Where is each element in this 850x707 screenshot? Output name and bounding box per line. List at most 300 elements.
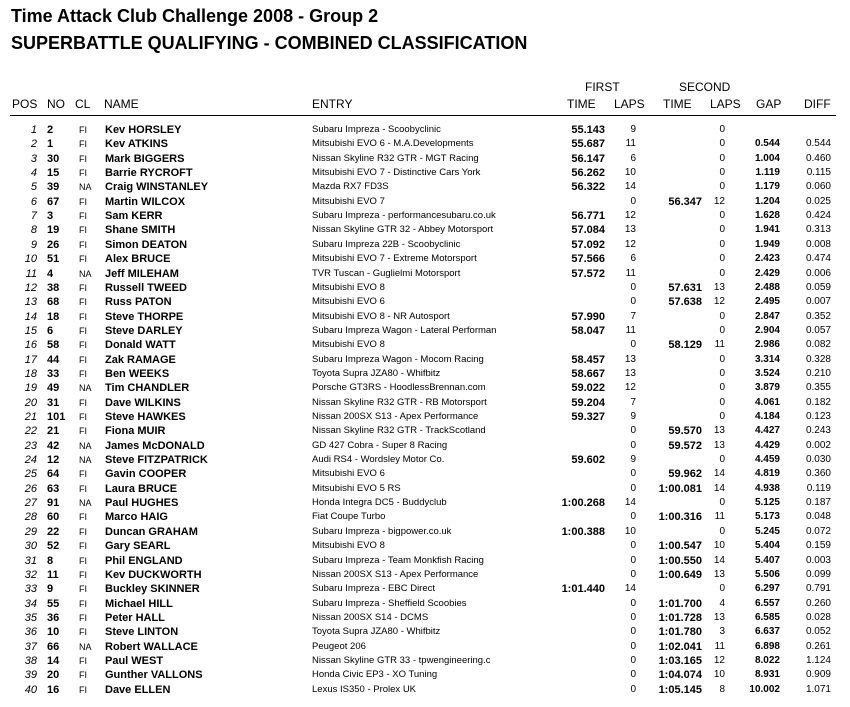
cell-gap: 6.557 <box>754 597 780 609</box>
cell-time1: 56.771 <box>571 210 605 223</box>
cell-gap: 4.184 <box>754 411 780 422</box>
cell-time2: 1:03.165 <box>658 654 702 667</box>
cell-laps1: 0 <box>630 339 636 351</box>
cell-laps1: 12 <box>624 210 636 222</box>
cell-pos: 29 <box>24 525 37 538</box>
cell-diff: 0.006 <box>805 267 831 279</box>
cell-no: 101 <box>47 411 66 423</box>
table-row <box>0 381 850 395</box>
cell-no: 60 <box>47 511 60 524</box>
cell-time1: 57.084 <box>571 224 605 237</box>
cell-no: 91 <box>47 497 60 510</box>
cell-gap: 4.459 <box>754 454 780 466</box>
cell-cl: FI <box>79 526 87 537</box>
cell-pos: 26 <box>24 482 37 495</box>
cell-gap: 8.931 <box>754 669 780 681</box>
table-row <box>0 396 850 410</box>
cell-laps1: 11 <box>625 138 636 150</box>
cell-gap: 8.022 <box>754 654 780 666</box>
cell-laps2: 0 <box>719 382 725 394</box>
cell-laps2: 8 <box>719 683 725 695</box>
cell-name: Kev DUCKWORTH <box>105 568 202 581</box>
cell-laps1: 0 <box>630 468 636 480</box>
table-row <box>0 180 850 194</box>
cell-gap: 5.173 <box>754 511 780 523</box>
cell-gap: 5.506 <box>754 568 780 580</box>
table-row <box>0 482 850 496</box>
cell-time1: 1:01.440 <box>561 583 605 596</box>
cell-pos: 35 <box>24 611 37 624</box>
table-row <box>0 209 850 223</box>
cell-entry: Toyota Supra JZA80 - Whifbitz <box>312 626 441 638</box>
cell-pos: 38 <box>24 654 37 667</box>
cell-entry: Mitsubishi EVO 5 RS <box>312 482 401 494</box>
cell-entry: Lexus IS350 - Prolex UK <box>312 683 417 695</box>
cell-no: 9 <box>47 583 54 596</box>
cell-cl: FI <box>79 297 87 308</box>
cell-name: Tim CHANDLER <box>105 382 190 395</box>
cell-no: 31 <box>47 396 60 409</box>
cell-laps2: 0 <box>719 253 725 265</box>
cell-entry: Nissan 200SX S13 - Apex Performance <box>312 411 479 422</box>
cell-laps1: 9 <box>630 454 636 466</box>
cell-entry: Mitsubishi EVO 6 <box>312 468 385 480</box>
cell-pos: 37 <box>24 640 37 653</box>
cell-laps1: 6 <box>630 253 636 265</box>
cell-time1: 57.092 <box>571 238 605 251</box>
cell-no: 67 <box>47 195 60 208</box>
cell-laps2: 0 <box>719 411 725 422</box>
cell-gap: 1.179 <box>754 181 780 193</box>
cell-diff: 0.123 <box>805 411 831 422</box>
cell-laps2: 4 <box>719 597 725 609</box>
cell-laps2: 12 <box>713 296 725 308</box>
cell-cl: FI <box>79 168 87 179</box>
cell-time2: 1:05.145 <box>658 683 702 696</box>
cell-gap: 1.941 <box>754 224 780 236</box>
cell-name: Steve LINTON <box>105 626 179 639</box>
cell-entry: Subaru Impreza Wagon - Lateral Performan <box>312 324 497 336</box>
cell-no: 26 <box>47 238 60 251</box>
cell-name: Barrie RYCROFT <box>105 167 193 180</box>
cell-cl: NA <box>79 182 92 193</box>
cell-entry: Audi RS4 - Wordsley Motor Co. <box>312 454 445 466</box>
cell-laps1: 0 <box>630 540 636 552</box>
cell-time2: 1:04.074 <box>658 669 702 682</box>
cell-laps2: 13 <box>713 281 725 293</box>
table-row <box>0 525 850 539</box>
cell-laps1: 9 <box>630 124 636 135</box>
cell-laps1: 13 <box>624 353 636 365</box>
cell-cl: FI <box>79 670 87 681</box>
cell-entry: Mitsubishi EVO 7 <box>312 195 385 207</box>
table-row <box>0 338 850 352</box>
cell-entry: Fiat Coupe Turbo <box>312 511 386 523</box>
cell-diff: 0.115 <box>806 167 831 179</box>
cell-entry: Nissan 200SX S13 - Apex Performance <box>312 568 479 580</box>
cell-diff: 0.099 <box>805 568 831 580</box>
cell-cl: NA <box>79 440 92 451</box>
cell-laps1: 7 <box>630 396 636 408</box>
cell-pos: 11 <box>25 267 37 280</box>
cell-gap: 2.847 <box>754 310 780 322</box>
cell-entry: Subaru Impreza Wagon - Mocom Racing <box>312 353 484 365</box>
cell-pos: 32 <box>24 568 37 581</box>
cell-laps1: 0 <box>630 296 636 308</box>
table-row <box>0 223 850 237</box>
cell-no: 14 <box>47 654 60 667</box>
cell-pos: 2 <box>30 138 37 151</box>
cell-no: 42 <box>47 439 60 452</box>
cell-pos: 17 <box>24 353 37 366</box>
cell-laps2: 11 <box>714 339 725 351</box>
cell-cl: FI <box>79 612 87 623</box>
cell-cl: FI <box>79 125 87 135</box>
cell-no: 10 <box>47 626 60 639</box>
cell-time1: 57.572 <box>571 267 605 280</box>
cell-cl: FI <box>79 139 87 150</box>
cell-gap: 5.407 <box>754 554 780 566</box>
cell-diff: 0.313 <box>805 224 831 236</box>
cell-entry: Subaru Impreza - Scoobyclinic <box>312 124 441 135</box>
cell-time2: 57.631 <box>668 281 702 294</box>
cell-pos: 25 <box>24 468 37 481</box>
cell-entry: Honda Integra DC5 - Buddyclub <box>312 497 447 509</box>
cell-pos: 18 <box>24 367 37 380</box>
cell-laps2: 10 <box>713 669 725 681</box>
cell-pos: 34 <box>24 597 37 610</box>
page-title: Time Attack Club Challenge 2008 - Group 2 <box>11 6 379 26</box>
col-header-pos: POS <box>12 97 38 111</box>
cell-time2: 1:00.649 <box>658 568 702 581</box>
cell-laps1: 0 <box>630 482 636 494</box>
cell-name: Steve HAWKES <box>105 411 186 423</box>
cell-name: Mark BIGGERS <box>105 152 185 165</box>
table-row <box>0 510 850 524</box>
cell-name: Martin WILCOX <box>105 195 186 208</box>
cell-diff: 0.791 <box>805 583 831 595</box>
cell-name: Steve DARLEY <box>105 324 183 337</box>
cell-pos: 9 <box>30 238 37 251</box>
cell-entry: Nissan Skyline R32 GTR - MGT Racing <box>312 152 479 164</box>
cell-entry: Mitsubishi EVO 8 - NR Autosport <box>312 310 450 322</box>
cell-laps1: 0 <box>630 611 636 623</box>
cell-no: 38 <box>47 281 60 294</box>
cell-gap: 2.904 <box>754 324 780 336</box>
group-header-first: FIRST <box>585 80 620 94</box>
cell-no: 44 <box>47 353 60 366</box>
cell-laps1: 0 <box>630 425 636 437</box>
cell-no: 2 <box>47 124 54 136</box>
table-row <box>0 324 850 338</box>
table-row <box>0 424 850 438</box>
cell-time1: 56.147 <box>571 152 605 165</box>
cell-cl: FI <box>79 153 87 164</box>
table-row <box>0 281 850 295</box>
cell-gap: 4.819 <box>754 468 780 480</box>
cell-no: 33 <box>47 367 60 380</box>
table-row <box>0 582 850 596</box>
cell-name: Laura BRUCE <box>105 482 178 495</box>
cell-gap: 4.429 <box>754 439 780 451</box>
table-row <box>0 625 850 639</box>
cell-entry: Subaru Impreza - EBC Direct <box>312 583 436 595</box>
cell-entry: Subaru Impreza 22B - Scoobyclinic <box>312 238 461 250</box>
cell-diff: 0.007 <box>805 296 831 308</box>
cell-pos: 20 <box>24 396 37 409</box>
cell-laps2: 0 <box>719 583 725 595</box>
cell-name: Alex BRUCE <box>105 253 171 266</box>
cell-laps2: 13 <box>713 425 725 437</box>
cell-name: Paul WEST <box>105 654 164 667</box>
cell-no: 1 <box>47 138 54 151</box>
cell-laps1: 6 <box>630 152 636 164</box>
page-subtitle: SUPERBATTLE QUALIFYING - COMBINED CLASSIFICATION <box>11 33 528 53</box>
cell-cl: FI <box>79 627 87 638</box>
cell-laps2: 0 <box>719 353 725 365</box>
table-row <box>0 467 850 481</box>
cell-entry: Subaru Impreza - performancesubaru.co.uk <box>312 210 496 222</box>
cell-name: Peter HALL <box>105 611 165 624</box>
cell-cl: FI <box>79 555 87 566</box>
col-header-laps2: LAPS <box>710 97 741 111</box>
cell-cl: NA <box>79 268 92 279</box>
cell-pos: 10 <box>24 253 37 266</box>
cell-no: 11 <box>47 568 59 581</box>
table-row <box>0 597 850 611</box>
cell-laps1: 0 <box>630 281 636 293</box>
cell-diff: 0.182 <box>805 396 831 408</box>
cell-entry: Mazda RX7 FD3S <box>312 181 389 193</box>
cell-diff: 0.052 <box>805 626 831 638</box>
cell-name: Craig WINSTANLEY <box>105 181 209 194</box>
cell-cl: FI <box>79 584 87 595</box>
cell-entry: Mitsubishi EVO 7 - Extreme Motorsport <box>312 253 477 265</box>
cell-gap: 6.898 <box>754 640 780 652</box>
cell-gap: 4.061 <box>754 396 780 408</box>
cell-diff: 0.002 <box>805 439 831 451</box>
cell-no: 8 <box>47 554 54 567</box>
table-row <box>0 539 850 553</box>
cell-laps1: 0 <box>630 626 636 638</box>
cell-no: 55 <box>47 597 60 610</box>
cell-gap: 1.204 <box>754 195 780 207</box>
cell-laps1: 0 <box>630 683 636 695</box>
cell-name: Marco HAIG <box>105 511 168 524</box>
table-row <box>0 252 850 266</box>
cell-no: 4 <box>47 267 54 280</box>
cell-laps2: 0 <box>719 497 725 509</box>
cell-gap: 2.986 <box>754 339 780 351</box>
cell-cl: FI <box>79 655 87 666</box>
cell-laps2: 0 <box>719 367 725 379</box>
cell-diff: 0.355 <box>805 382 831 394</box>
cell-cl: FI <box>79 412 87 422</box>
table-row <box>0 367 850 381</box>
cell-laps2: 14 <box>713 468 725 480</box>
cell-diff: 0.057 <box>805 324 831 336</box>
cell-gap: 3.314 <box>754 353 780 365</box>
cell-diff: 0.003 <box>805 554 831 566</box>
cell-laps1: 12 <box>624 382 636 394</box>
cell-entry: Mitsubishi EVO 6 - M.A.Developments <box>312 138 474 150</box>
cell-time1: 57.566 <box>571 253 605 266</box>
cell-laps2: 14 <box>713 482 725 494</box>
cell-laps2: 0 <box>719 167 725 179</box>
cell-gap: 10.002 <box>749 683 780 695</box>
cell-diff: 0.210 <box>805 367 831 379</box>
cell-entry: Mitsubishi EVO 6 <box>312 296 385 308</box>
cell-gap: 4.427 <box>754 425 780 437</box>
cell-cl: FI <box>79 397 87 408</box>
group-header-second: SECOND <box>679 80 731 94</box>
cell-laps1: 0 <box>630 195 636 207</box>
cell-name: Shane SMITH <box>105 224 176 237</box>
cell-cl: NA <box>79 455 92 466</box>
cell-laps2: 0 <box>719 525 725 537</box>
cell-pos: 27 <box>24 497 37 510</box>
col-header-gap: GAP <box>756 97 782 111</box>
cell-time1: 56.262 <box>571 167 605 180</box>
cell-laps1: 13 <box>624 367 636 379</box>
cell-time1: 58.457 <box>571 353 605 366</box>
cell-gap: 6.585 <box>754 611 780 623</box>
cell-cl: FI <box>79 684 87 695</box>
cell-name: Russell TWEED <box>105 281 187 294</box>
cell-name: Ben WEEKS <box>105 367 170 380</box>
cell-cl: FI <box>79 598 87 609</box>
cell-name: Kev ATKINS <box>105 138 168 151</box>
cell-laps1: 11 <box>625 324 636 336</box>
cell-no: 52 <box>47 540 60 553</box>
cell-name: Gary SEARL <box>105 540 171 553</box>
cell-time2: 1:01.700 <box>658 597 702 610</box>
cell-laps2: 13 <box>713 568 725 580</box>
cell-no: 66 <box>47 640 60 653</box>
cell-no: 21 <box>47 425 60 438</box>
cell-time1: 59.022 <box>571 382 605 395</box>
cell-pos: 19 <box>24 382 37 395</box>
cell-entry: Mitsubishi EVO 8 <box>312 281 385 293</box>
cell-laps2: 10 <box>713 540 725 552</box>
cell-diff: 0.460 <box>805 152 831 164</box>
cell-entry: Toyota Supra JZA80 - Whifbitz <box>312 367 441 379</box>
cell-time1: 1:00.268 <box>561 497 605 510</box>
cell-gap: 2.488 <box>754 281 780 293</box>
col-header-cl: CL <box>75 97 91 111</box>
cell-diff: 0.243 <box>805 425 831 437</box>
cell-pos: 24 <box>24 454 37 467</box>
cell-gap: 1.119 <box>755 167 780 179</box>
cell-pos: 3 <box>30 152 37 165</box>
header-rule <box>10 115 836 116</box>
cell-no: 64 <box>47 468 60 481</box>
cell-gap: 3.879 <box>754 382 780 394</box>
cell-cl: FI <box>79 569 87 580</box>
cell-pos: 16 <box>24 339 37 352</box>
cell-no: 20 <box>47 669 60 682</box>
cell-entry: Nissan Skyline GTR 32 - Abbey Motorsport <box>312 224 494 236</box>
cell-laps2: 14 <box>713 554 725 566</box>
cell-time2: 1:00.316 <box>658 511 702 524</box>
cell-name: Paul HUGHES <box>105 497 179 510</box>
cell-no: 3 <box>47 210 54 223</box>
cell-name: Russ PATON <box>105 296 172 309</box>
cell-entry: Mitsubishi EVO 8 <box>312 339 385 351</box>
cell-diff: 0.072 <box>805 525 831 537</box>
cell-time1: 55.687 <box>571 138 605 151</box>
cell-cl: NA <box>79 383 92 394</box>
cell-laps2: 12 <box>713 195 725 207</box>
cell-entry: Mitsubishi EVO 8 <box>312 540 385 552</box>
cell-time2: 59.570 <box>668 425 702 438</box>
cell-pos: 22 <box>24 425 37 438</box>
cell-gap: 2.495 <box>754 296 780 308</box>
cell-pos: 33 <box>24 583 37 596</box>
cell-laps1: 9 <box>630 411 636 422</box>
cell-time2: 1:02.041 <box>658 640 702 653</box>
cell-name: Dave WILKINS <box>105 396 181 409</box>
cell-name: Sam KERR <box>105 210 163 223</box>
cell-cl: FI <box>79 282 87 293</box>
cell-laps2: 11 <box>714 511 725 523</box>
cell-laps2: 0 <box>719 181 725 193</box>
cell-time1: 59.602 <box>571 454 605 467</box>
cell-entry: Peugeot 206 <box>312 640 366 652</box>
table-row <box>0 668 850 682</box>
cell-pos: 1 <box>30 124 37 136</box>
cell-gap: 2.423 <box>754 253 780 265</box>
cell-name: Jeff MILEHAM <box>105 267 179 280</box>
cell-laps1: 0 <box>630 654 636 666</box>
cell-time2: 1:01.780 <box>658 626 702 639</box>
table-row <box>0 267 850 281</box>
cell-laps1: 12 <box>624 238 636 250</box>
cell-gap: 1.004 <box>754 152 780 164</box>
cell-pos: 6 <box>30 195 37 208</box>
cell-name: Dave ELLEN <box>105 683 171 696</box>
cell-laps1: 0 <box>630 554 636 566</box>
cell-entry: GD 427 Cobra - Super 8 Racing <box>312 439 448 451</box>
cell-laps2: 0 <box>719 454 725 466</box>
cell-diff: 0.474 <box>805 253 831 265</box>
cell-name: Gavin COOPER <box>105 468 187 481</box>
table-row <box>0 123 850 137</box>
cell-cl: FI <box>79 225 87 236</box>
table-row <box>0 640 850 654</box>
cell-laps2: 0 <box>719 324 725 336</box>
col-header-name: NAME <box>104 97 139 111</box>
cell-gap: 1.949 <box>754 238 780 250</box>
cell-laps2: 0 <box>719 238 725 250</box>
cell-laps1: 0 <box>630 597 636 609</box>
cell-diff: 0.048 <box>805 511 831 523</box>
cell-gap: 5.245 <box>754 525 780 537</box>
cell-entry: Nissan Skyline R32 GTR - RB Motorsport <box>312 396 487 408</box>
cell-no: 36 <box>47 611 60 624</box>
cell-gap: 6.637 <box>754 626 780 638</box>
table-row <box>0 137 850 151</box>
cell-diff: 1.071 <box>805 683 831 695</box>
col-header-no: NO <box>47 97 65 111</box>
cell-diff: 0.909 <box>805 669 831 681</box>
cell-pos: 30 <box>24 540 37 553</box>
cell-cl: FI <box>79 469 87 480</box>
table-row <box>0 238 850 252</box>
table-row <box>0 554 850 568</box>
cell-time1: 58.047 <box>571 324 605 337</box>
cell-name: Gunther VALLONS <box>105 669 203 682</box>
